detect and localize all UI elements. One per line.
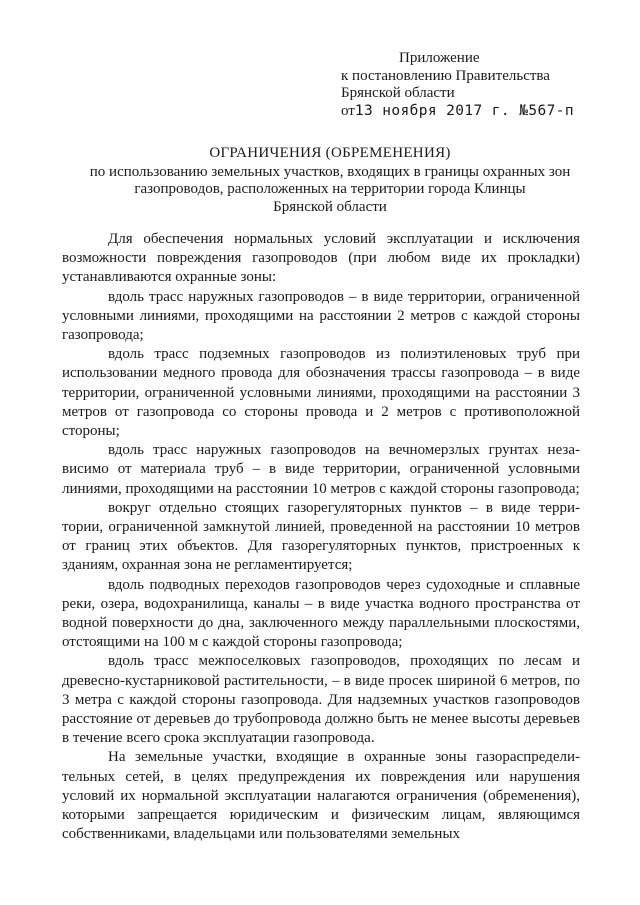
appendix-label: Приложение: [399, 50, 480, 66]
title-subtitle-1: по использованию земельных участков, входящих в границы охранных зон: [89, 163, 571, 180]
paragraph-underwater-crossings: вдоль подводных переходов газопроводов через судоходные и сплавные реки, озера, водохранилища, каналы – в виде участка водного пространства от водной поверхности до дна, заключенного между параллельными плоскостями, отстоящими на 100 м с каждой стороны газопровода;: [62, 576, 580, 651]
paragraph-outdoor-pipelines: вдоль трасс наружных газопроводов – в виде территории, ограниченной условными линиями, проходящими на расстоянии 2 метров с каждой стороны газопровода;: [62, 288, 580, 344]
paragraph-regulator-points: вокруг отдельно стоящих газорегуляторных пунктов – в виде территории, ограниченной замкнутой линией, проведенной на расстоянии 10 метров от границ этих объектов. Для газорегуляторных пунктов, пристроенных к зданиям, охранная зона не регламентируется;: [62, 499, 580, 574]
paragraph-intersettlement-pipelines: вдоль трасс межпоселковых газопроводов, проходящих по лесам и древесно-кустарниковой растительности, – в виде просек шириной 6 метров, по 3 метра с каждой стороны газопровода. Для надземных участков газопроводов расстояние от деревьев до трубопровода должно быть не менее высоты деревьев в течение всего срока эксплуатации газопровода.: [62, 653, 580, 747]
appendix-decree-line: к постановлению Правительства: [341, 67, 550, 84]
appendix-block: [341, 50, 631, 120]
paragraph-intro: Для обеспечения нормальных условий эксплуатации и исключения возможности повреждения газопроводов (при любом виде их прокладки) устанавливаются охранные зоны:: [62, 231, 580, 286]
paragraph-underground-pipelines: вдоль трасс подземных газопроводов из полиэтиленовых труб при использовании медного провода для обозначения трассы газопровода – в виде территории, ограниченной условными линиями, проходящими на расстоянии 3 метров от газопровода со стороны провода и 2 метров с противоположной стороны;: [62, 346, 580, 440]
date-prefix: от: [341, 102, 355, 119]
document-body: [62, 230, 580, 845]
appendix-region-line: Брянской области: [341, 85, 455, 101]
title-heading: ОГРАНИЧЕНИЯ (ОБРЕМЕНЕНИЯ): [209, 145, 451, 161]
title-subtitle-2: газопроводов, расположенных на территории города Клинцы: [134, 181, 526, 198]
document-title: [40, 145, 620, 216]
title-subtitle-3: Брянской области: [273, 198, 387, 215]
handwritten-date-number: 13 ноября 2017 г. №567-п: [354, 102, 574, 119]
appendix-date-line: [341, 103, 631, 121]
paragraph-land-restrictions: На земельные участки, входящие в охранные зоны газораспределительных сетей, в целях предупреждения их повреждения или нарушения условий их нормальной эксплуатации налагаются ограничения (обременения), которыми запрещается юридическим и физическим лицам, являющимся собственниками, владельцами или пользователями земельных: [62, 749, 580, 843]
paragraph-permafrost-pipelines: вдоль трасс наружных газопроводов на вечномерзлых грунтах независимо от материала труб – в виде территории, ограниченной условными линиями, проходящими на расстоянии 10 метров с каждой стороны газопровода;: [62, 442, 580, 497]
